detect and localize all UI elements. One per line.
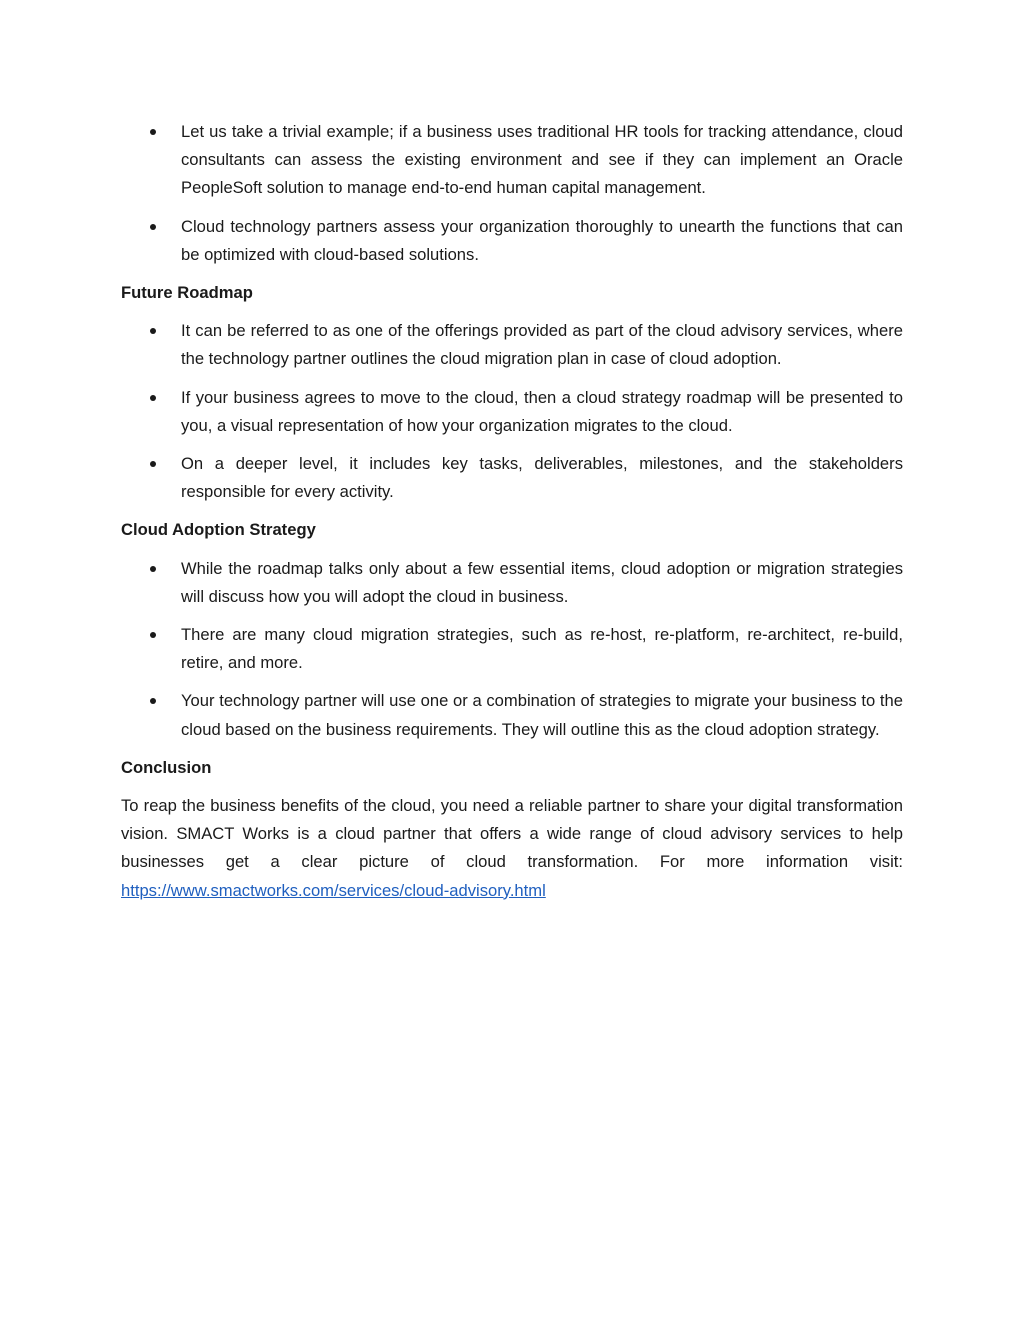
list-item-text: While the roadmap talks only about a few essential items, cloud adoption or migration strategies will discuss how you will adopt the cloud in business. [181, 558, 903, 606]
conclusion-text: To reap the business benefits of the cloud, you need a reliable partner to share your digital transformation vision. SMACT Works is a cloud partner that offers a wide range of cloud advisory services to help businesses get a clear picture of cloud transformation. For more information visit: [121, 796, 903, 872]
list-item-text: On a deeper level, it includes key tasks, deliverables, milestones, and the stakeholders responsible for every activity. [181, 454, 903, 502]
section-heading-cloud-adoption-strategy: Cloud Adoption Strategy [121, 520, 316, 540]
list-item-text: Let us take a trivial example; if a business uses traditional HR tools for tracking attendance, cloud consultants can assess the existing environment and see if they can implement an Oracle PeopleSoft solution to manage end-to-end human capital management. [181, 122, 903, 198]
list-item [121, 621, 903, 677]
list-item [121, 555, 903, 611]
list-item [121, 118, 903, 203]
list-item-text: It can be referred to as one of the offerings provided as part of the cloud advisory services, where the technology partner outlines the cloud migration plan in case of cloud adoption. [181, 321, 903, 369]
bullet-icon [150, 632, 156, 638]
conclusion-paragraph [121, 792, 903, 905]
bullet-icon [150, 698, 156, 704]
bullet-icon [150, 129, 156, 135]
list-item-text: Cloud technology partners assess your organization thoroughly to unearth the functions that can be optimized with cloud-based solutions. [181, 216, 903, 264]
list-item [121, 687, 903, 743]
list-item [121, 450, 903, 506]
future-roadmap-bullet-list [121, 317, 903, 506]
section-heading-conclusion: Conclusion [121, 757, 212, 777]
list-item-text: If your business agrees to move to the cloud, then a cloud strategy roadmap will be presented to you, a visual representation of how your organization migrates to the cloud. [181, 387, 903, 435]
list-item [121, 384, 903, 440]
bullet-icon [150, 328, 156, 334]
document-page [121, 118, 903, 905]
intro-bullet-list [121, 118, 903, 269]
list-item-text: Your technology partner will use one or a combination of strategies to migrate your business to the cloud based on the business requirements. They will outline this as the cloud adoption strategy. [181, 691, 903, 739]
list-item [121, 317, 903, 373]
list-item [121, 213, 903, 269]
bullet-icon [150, 224, 156, 230]
list-item-text: There are many cloud migration strategies, such as re-host, re-platform, re-architect, re-build, retire, and more. [181, 625, 903, 673]
bullet-icon [150, 566, 156, 572]
section-heading-future-roadmap: Future Roadmap [121, 283, 253, 303]
cloud-advisory-link[interactable]: https://www.smactworks.com/services/cloud-advisory.html [121, 880, 546, 900]
bullet-icon [150, 461, 156, 467]
cloud-adoption-bullet-list [121, 555, 903, 744]
bullet-icon [150, 395, 156, 401]
